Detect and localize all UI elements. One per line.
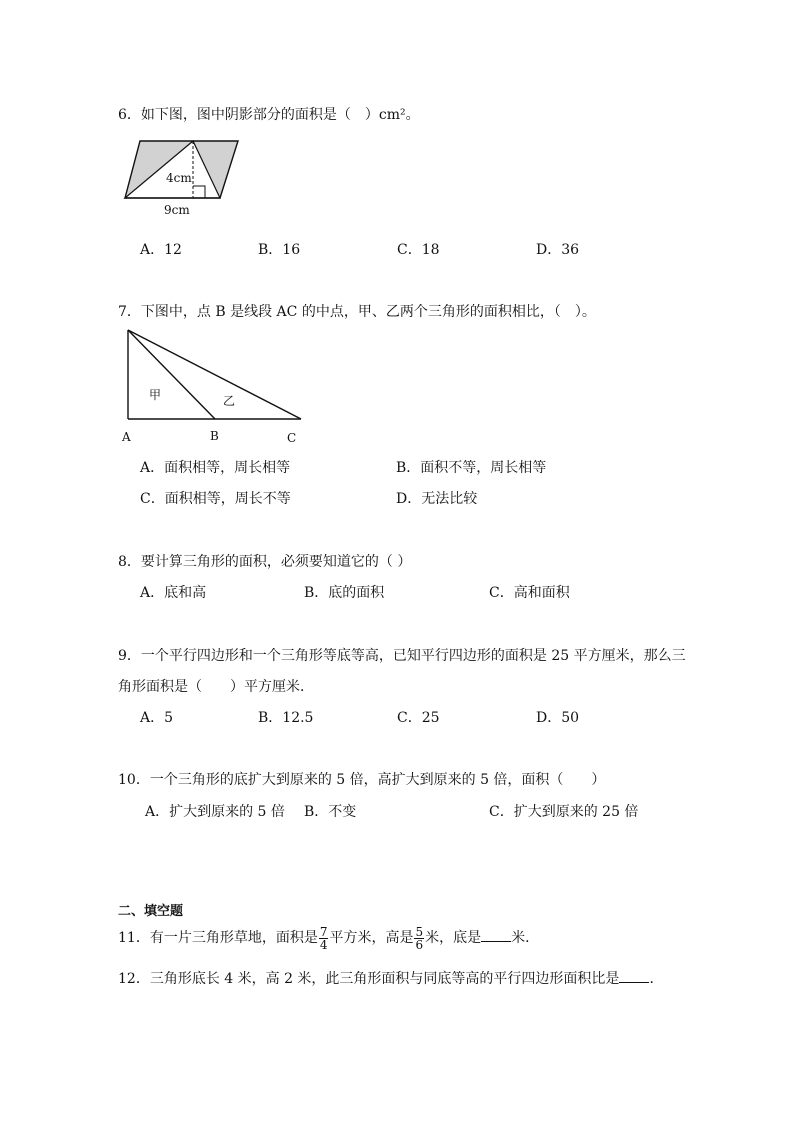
q9-option-d[interactable]: D．50 xyxy=(536,710,580,726)
q8-option-a[interactable]: A．底和高 xyxy=(140,585,207,601)
q6-option-d[interactable]: D．36 xyxy=(536,242,580,258)
q6-option-b[interactable]: B．16 xyxy=(258,242,301,258)
q11-fraction-height xyxy=(414,926,424,951)
q11-part2: 平方米，高是 xyxy=(329,930,414,946)
q10-option-b[interactable]: B．不变 xyxy=(304,804,357,820)
q10-option-a[interactable]: A．扩大到原来的 5 倍 xyxy=(145,804,285,820)
q7-label-yi: 乙 xyxy=(223,394,236,408)
q7-label-a: A xyxy=(122,430,131,444)
q10-text: 10．一个三角形的底扩大到原来的 5 倍，高扩大到原来的 5 倍，面积（ ） xyxy=(118,772,606,788)
q7-option-b[interactable]: B．面积不等，周长相等 xyxy=(396,460,547,476)
q9-option-b[interactable]: B．12.5 xyxy=(258,710,314,726)
q8-option-b[interactable]: B．底的面积 xyxy=(304,585,385,601)
section-title-fill-blank: 二、填空题 xyxy=(118,904,184,919)
q7-label-jia: 甲 xyxy=(149,388,162,402)
q6-option-a[interactable]: A．12 xyxy=(140,242,182,258)
q10-option-c[interactable]: C．扩大到原来的 25 倍 xyxy=(489,804,639,820)
q11-fraction-area xyxy=(319,926,329,951)
q6-height-label: 4cm xyxy=(166,171,192,185)
q9-text-line1: 9．一个平行四边形和一个三角形等底等高，已知平行四边形的面积是 25 平方厘米，那么三 xyxy=(118,648,686,664)
q11-frac1-numerator: 7 xyxy=(319,924,328,939)
q6-option-c[interactable]: C．18 xyxy=(397,242,440,258)
q6-base-label: 9cm xyxy=(164,203,190,217)
q7-hypotenuse xyxy=(128,330,301,419)
q11-part3: 米，底是 xyxy=(425,930,482,946)
q11-answer-blank[interactable] xyxy=(481,929,511,942)
q9-text-line2: 角形面积是（ ）平方厘米． xyxy=(118,679,314,695)
q11-text xyxy=(118,924,539,952)
q9-option-a[interactable]: A．5 xyxy=(140,710,174,726)
q7-median-line xyxy=(128,330,215,419)
q11-frac2-denominator: 6 xyxy=(415,937,424,952)
q6-figure xyxy=(118,136,248,220)
q12-part1: 12．三角形底长 4 米，高 2 米，此三角形面积与同底等高的平行四边形面积比是 xyxy=(118,971,620,987)
q9-option-c[interactable]: C．25 xyxy=(397,710,440,726)
q7-option-c[interactable]: C．面积相等，周长不等 xyxy=(140,491,291,507)
q7-label-c: C xyxy=(287,431,297,445)
q8-text: 8．要计算三角形的面积，必须要知道它的（ ） xyxy=(118,554,412,570)
q11-frac2-numerator: 5 xyxy=(415,924,424,939)
q7-label-b: B xyxy=(210,429,219,443)
q7-figure xyxy=(115,324,310,448)
q12-text xyxy=(118,968,663,988)
q8-option-c[interactable]: C．高和面积 xyxy=(489,585,570,601)
q7-option-a[interactable]: A．面积相等，周长相等 xyxy=(140,460,291,476)
q7-option-d[interactable]: D．无法比较 xyxy=(396,491,478,507)
q11-part4: 米． xyxy=(511,930,540,946)
q12-part2: ． xyxy=(649,971,664,987)
q7-text: 7．下图中，点 B 是线段 AC 的中点，甲、乙两个三角形的面积相比，（ ）。 xyxy=(118,304,596,320)
q11-part1: 11．有一片三角形草地，面积是 xyxy=(118,930,318,946)
q12-answer-blank[interactable] xyxy=(619,970,649,983)
q11-frac1-denominator: 4 xyxy=(319,937,328,952)
q6-text: 6．如下图，图中阴影部分的面积是（ ）cm²。 xyxy=(118,107,420,123)
